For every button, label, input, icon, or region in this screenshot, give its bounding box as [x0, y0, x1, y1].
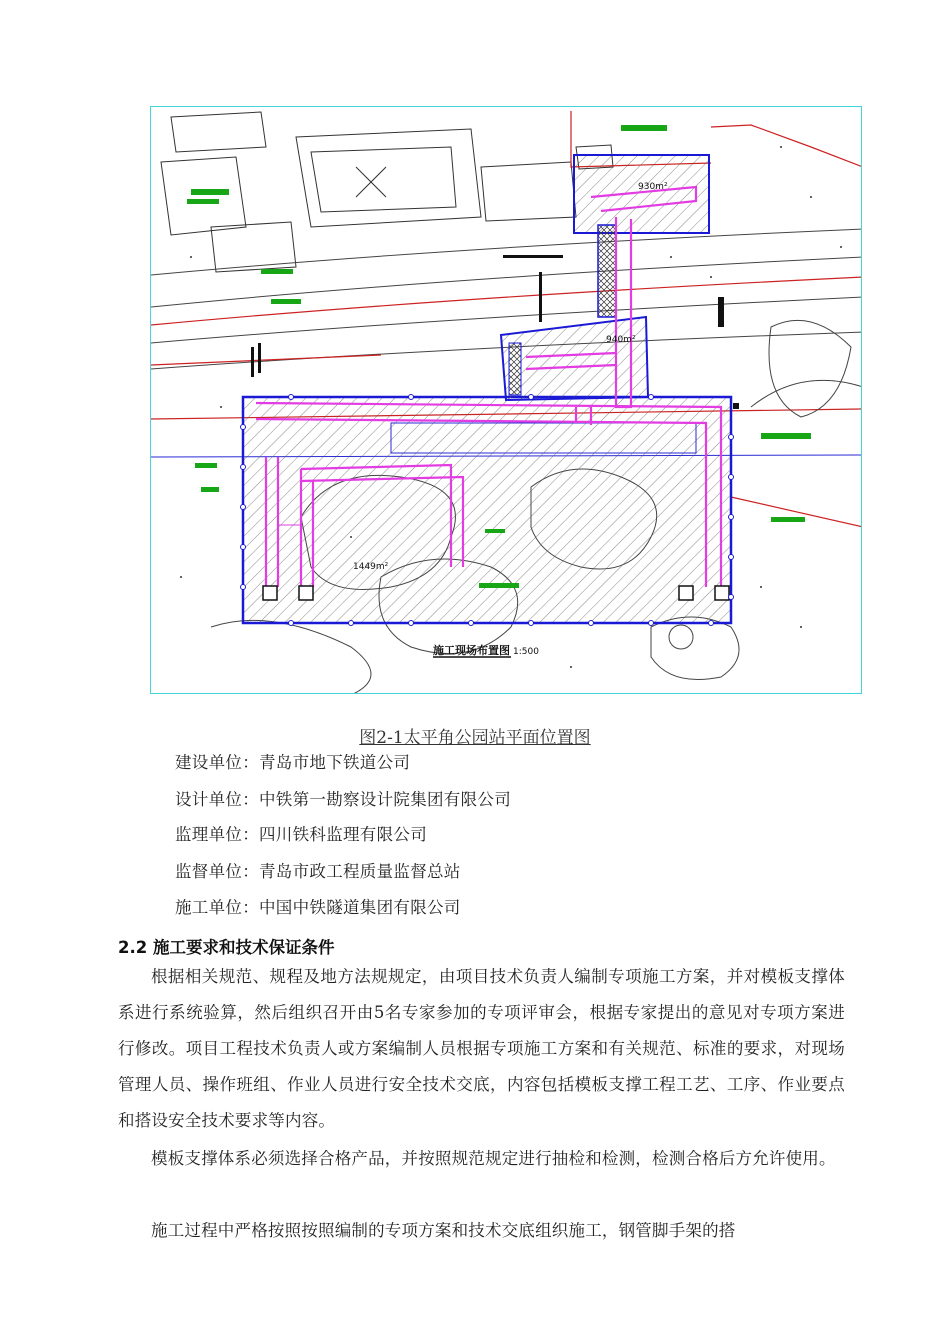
plan-title: 施工现场布置图	[433, 644, 510, 657]
unit-line-construction	[175, 749, 410, 773]
unit-label: 设计单位：	[175, 790, 259, 809]
unit-label: 建设单位：	[175, 753, 259, 772]
unit-label: 施工单位：	[175, 898, 259, 917]
paragraph-1: 根据相关规范、规程及地方法规规定，由项目技术负责人编制专项施工方案，并对模板支撑体系进行系统验算，然后组织召开由5名专家参加的专项评审会，根据专家提出的意见对专项方案进行修改。项目工程技术负责人或方案编制人员根据专项施工方案和有关规范、标准的要求，对现场管理人员、操作班组、作业人员进行安全技术交底，内容包括模板支撑工程工艺、工序、作业要点和搭设安全技术要求等内容。	[118, 967, 845, 1130]
section-title: 施工要求和技术保证条件	[152, 938, 335, 957]
area-label-entrance-a: 930m²	[638, 182, 668, 192]
unit-value: 青岛市政工程质量监督总站	[259, 862, 461, 881]
figure-caption: 图2-1太平角公园站平面位置图	[359, 728, 591, 748]
unit-line-design	[175, 786, 511, 810]
site-plan-figure	[150, 106, 862, 694]
paragraph-2: 模板支撑体系必须选择合格产品，并按照规范规定进行抽检和检测，检测合格后方允许使用。	[151, 1149, 836, 1168]
unit-value: 中国中铁隧道集团有限公司	[259, 898, 461, 917]
unit-value: 青岛市地下铁道公司	[259, 753, 411, 772]
unit-line-contractor	[175, 894, 461, 918]
area-label-main: 1449m²	[353, 562, 389, 572]
unit-label: 监理单位：	[175, 825, 259, 844]
unit-line-oversight	[175, 858, 461, 882]
plan-scale: 1:500	[513, 647, 539, 657]
unit-value: 中铁第一勘察设计院集团有限公司	[259, 790, 511, 809]
site-plan-drawing	[151, 107, 862, 694]
section-heading	[118, 934, 334, 958]
entrance-structures	[501, 155, 709, 400]
unit-label: 监督单位：	[175, 862, 259, 881]
paragraph-3: 施工过程中严格按照按照编制的专项方案和技术交底组织施工，钢管脚手架的搭	[151, 1221, 736, 1240]
area-label-entrance-b: 940m²	[606, 335, 636, 345]
unit-value: 四川铁科监理有限公司	[259, 825, 427, 844]
main-excavation	[243, 397, 731, 623]
section-number: 2.2	[118, 938, 148, 957]
unit-line-supervision	[175, 821, 427, 845]
